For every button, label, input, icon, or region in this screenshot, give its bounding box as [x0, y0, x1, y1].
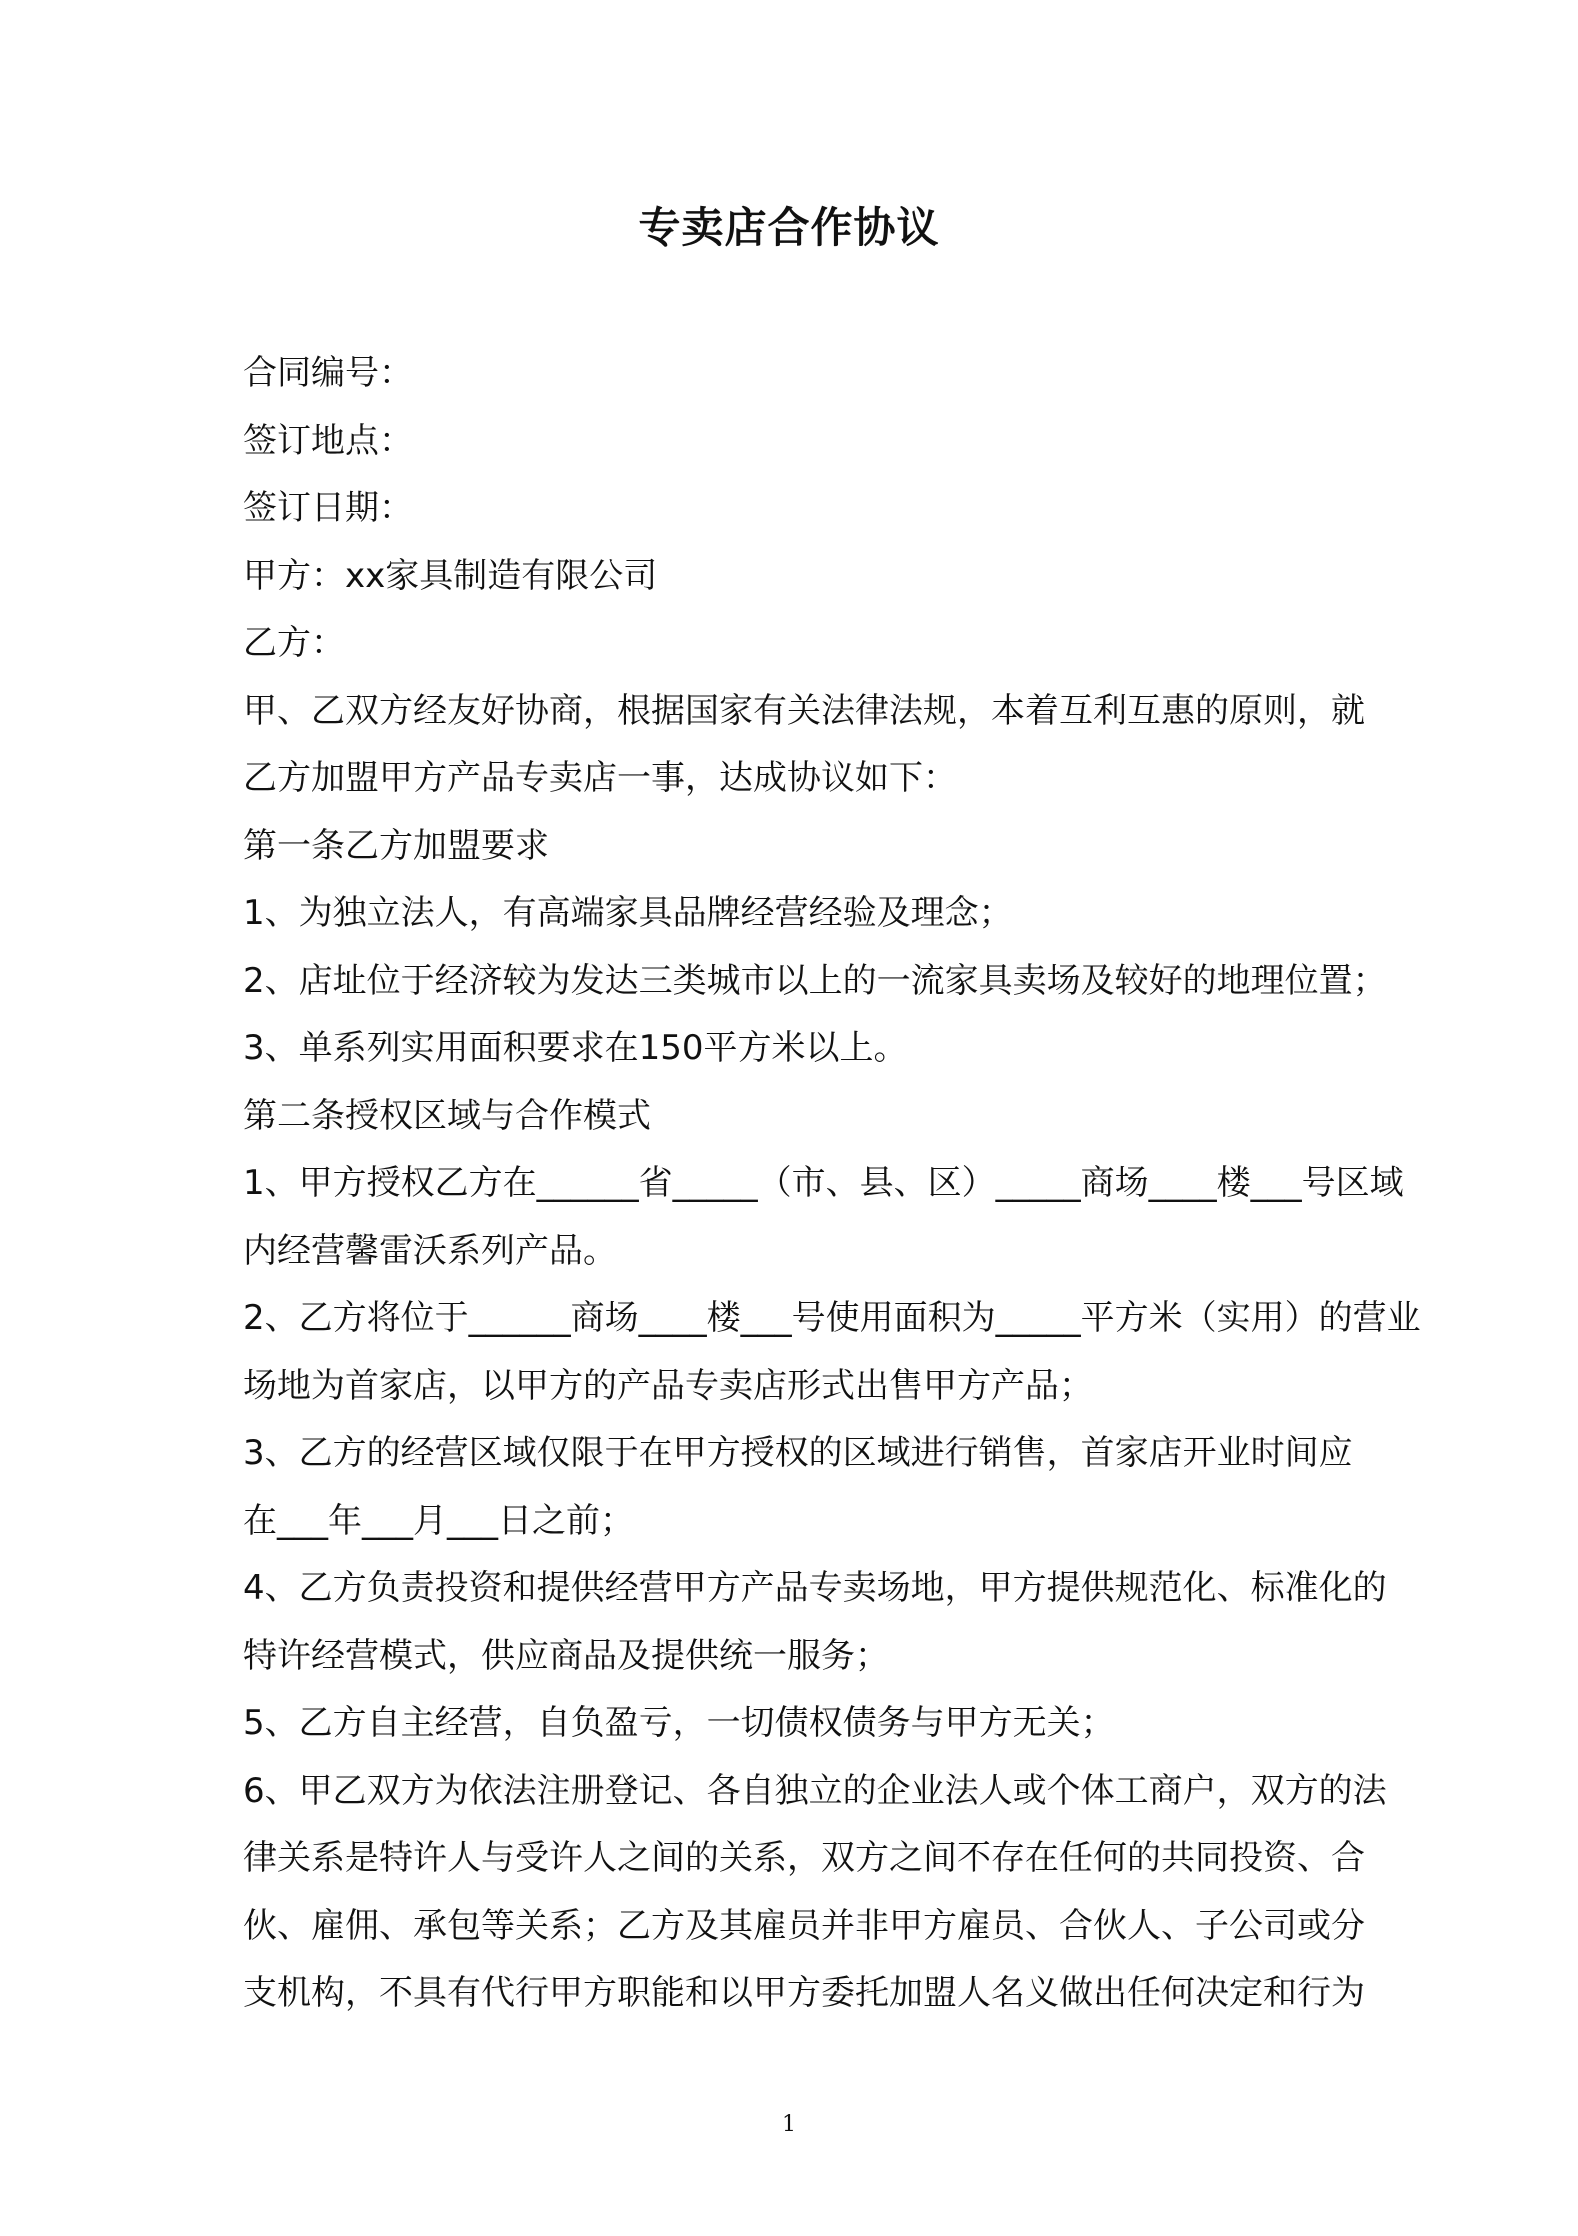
- clause-line: 4、乙方负责投资和提供经营甲方产品专卖场地，甲方提供规范化、标准化的: [243, 1568, 1387, 1608]
- clause-line: 6、甲乙双方为依法注册登记、各自独立的企业法人或个体工商户，双方的法: [243, 1770, 1387, 1811]
- article-heading: 第二条授权区域与合作模式: [243, 1095, 651, 1136]
- clause-line: 特许经营模式，供应商品及提供统一服务；: [243, 1635, 889, 1676]
- party-a-line: 甲方：xx家具制造有限公司: [243, 555, 658, 596]
- clause-line: 支机构，不具有代行甲方职能和以甲方委托加盟人名义做出任何决定和行为: [243, 1973, 1365, 2013]
- clause-line: 3、乙方的经营区域仅限于在甲方授权的区域进行销售，首家店开业时间应: [243, 1433, 1353, 1473]
- article-heading: 第一条乙方加盟要求: [243, 825, 549, 866]
- document-body: [243, 340, 1421, 2028]
- clause-line: 2、乙方将位于______商场____楼___号使用面积为_____平方米（实用）的营业: [243, 1298, 1421, 1338]
- signing-date-line: 签订日期：: [243, 488, 413, 528]
- paragraph-line: 乙方加盟甲方产品专卖店一事，达成协议如下：: [243, 758, 957, 798]
- clause-line: 2、店址位于经济较为发达三类城市以上的一流家具卖场及较好的地理位置；: [243, 960, 1387, 1001]
- clause-line: 律关系是特许人与受许人之间的关系，双方之间不存在任何的共同投资、合: [243, 1838, 1365, 1878]
- signing-place-line: 签订地点：: [243, 420, 413, 461]
- page-number: 1: [782, 2112, 796, 2137]
- contract-number-line: 合同编号：: [243, 353, 413, 393]
- document-title: 专卖店合作协议: [638, 203, 940, 252]
- clause-line: 1、为独立法人，有高端家具品牌经营经验及理念；: [243, 893, 1013, 933]
- clause-line: 在___年___月___日之前；: [243, 1500, 634, 1541]
- clause-line: 1、甲方授权乙方在______省_____（市、县、区）_____商场____楼___号区域: [243, 1163, 1404, 1203]
- clause-line: 场地为首家店，以甲方的产品专卖店形式出售甲方产品；: [243, 1365, 1093, 1406]
- clause-line: 3、单系列实用面积要求在150平方米以上。: [243, 1028, 908, 1068]
- clause-line: 5、乙方自主经营，自负盈亏，一切债权债务与甲方无关；: [243, 1703, 1115, 1743]
- clause-line: 内经营馨雷沃系列产品。: [243, 1230, 617, 1271]
- clause-line: 伙、雇佣、承包等关系；乙方及其雇员并非甲方雇员、合伙人、子公司或分: [243, 1905, 1365, 1946]
- paragraph-line: 甲、乙双方经友好协商，根据国家有关法律法规，本着互利互惠的原则，就: [243, 690, 1365, 731]
- party-b-line: 乙方：: [243, 623, 345, 663]
